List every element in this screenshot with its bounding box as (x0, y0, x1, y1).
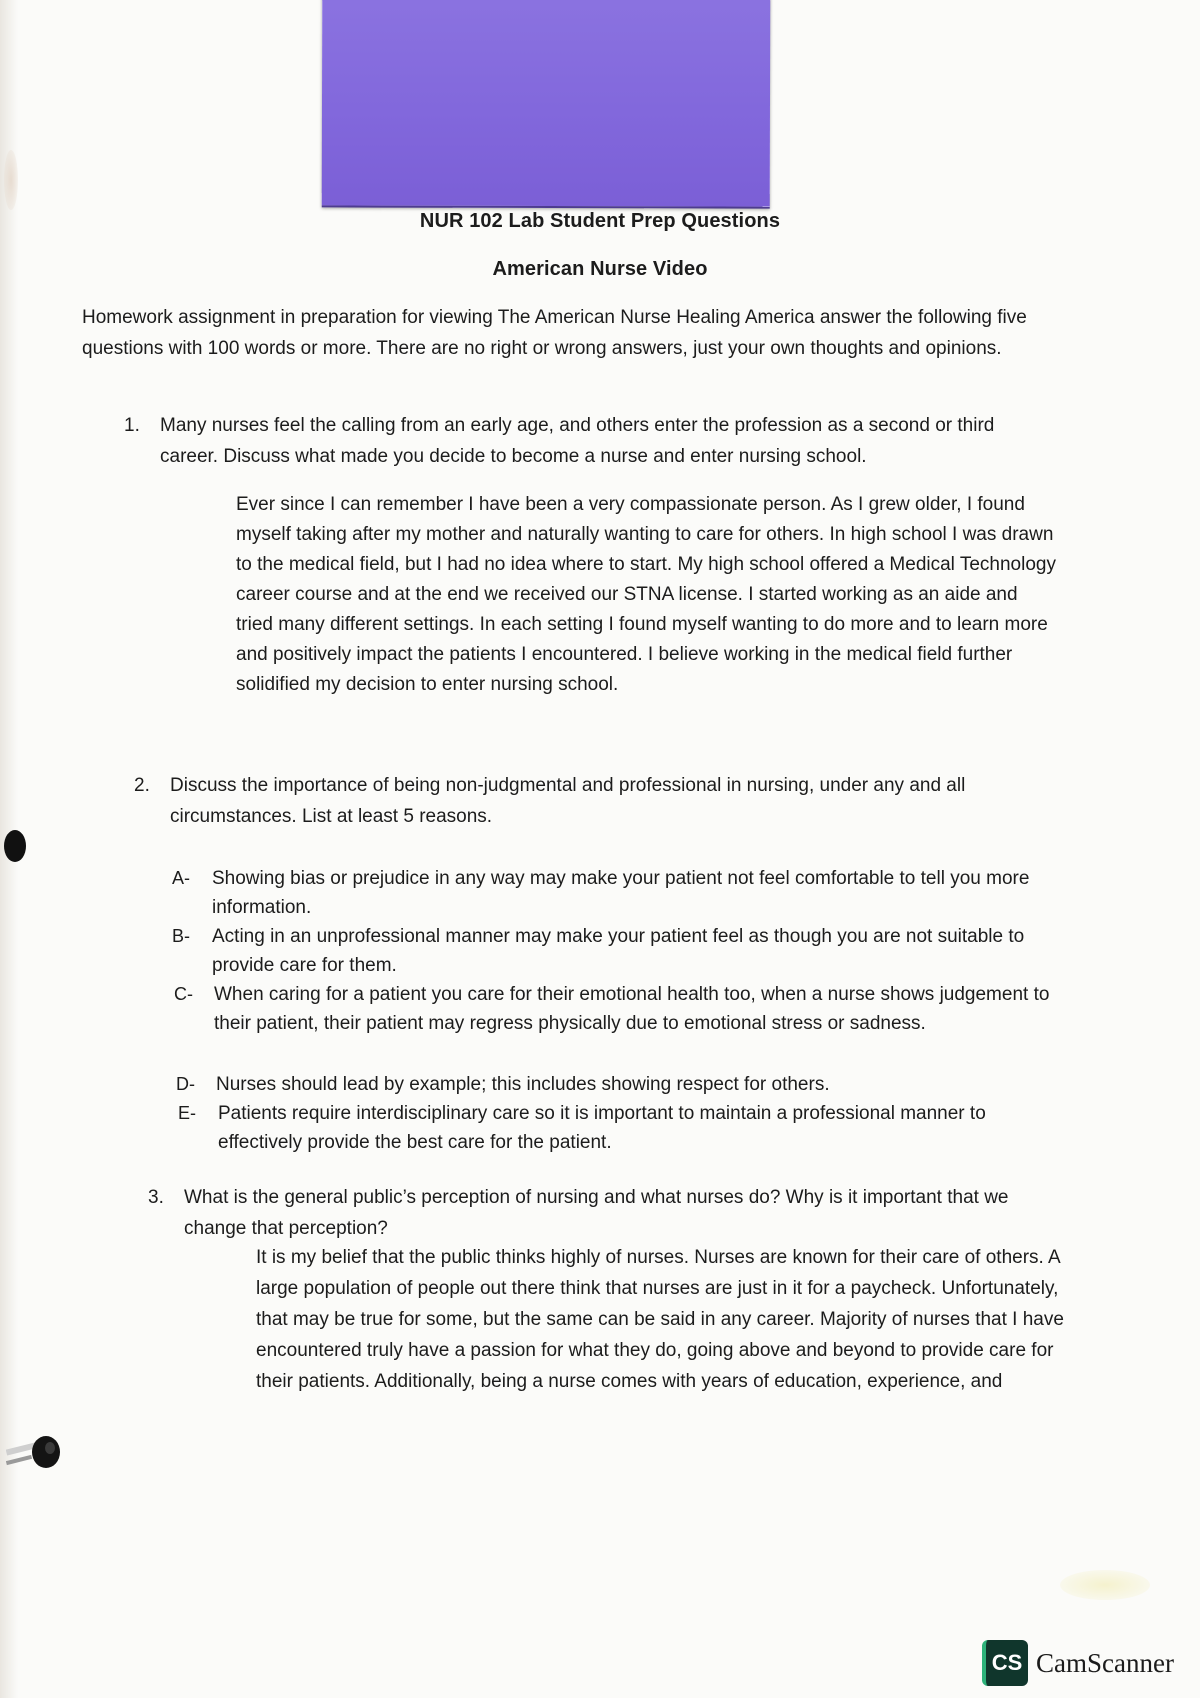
list-item-text: Showing bias or prejudice in any way may make your patient not feel comfortable to tell you more information. (212, 868, 1030, 918)
intro-paragraph: Homework assignment in preparation for viewing The American Nurse Healing America answer the following five questions with 100 words or more. There are no right or wrong answers, just your own thoughts and opinions. (82, 307, 1027, 359)
question-2 (134, 770, 1050, 832)
question-3 (148, 1182, 1064, 1244)
question-number: 3. (148, 1187, 164, 1208)
list-item-label: C- (174, 984, 193, 1004)
list-item (174, 980, 1064, 1038)
document-title: NUR 102 Lab Student Prep Questions (419, 210, 781, 232)
camscanner-logo-icon (982, 1640, 1028, 1686)
question-number: 2. (134, 775, 150, 796)
list-item-label: A- (172, 868, 190, 888)
list-item-text: Patients require interdisciplinary care so it is important to maintain a professional manner to effectively provide the best care for the patient. (218, 1103, 986, 1153)
question-text: Discuss the importance of being non-judgmental and professional in nursing, under any and all circumstances. List at least 5 reasons. (170, 775, 966, 827)
list-item (172, 864, 1072, 922)
list-item-label: B- (172, 926, 190, 946)
question-text: Many nurses feel the calling from an early age, and others enter the profession as a second or third career. Discuss what made you decide to become a nurse and enter nursing school. (160, 415, 995, 467)
camscanner-brand: CamScanner (1036, 1648, 1174, 1678)
list-item-text: Nurses should lead by example; this includes showing respect for others. (216, 1074, 830, 1095)
list-item-label: E- (178, 1103, 196, 1123)
binder-clip (6, 1430, 62, 1478)
paper-stain (1060, 1570, 1150, 1600)
answer-1: Ever since I can remember I have been a very compassionate person. As I grew older, I found myself taking after my mother and naturally wanting to care for others. In high school I was drawn to the medical field, but I had no idea where to start. My high school offered a Medical Technology career course and at the end we received our STNA license. I started working as an aide and tried many different settings. In each setting I found myself wanting to do more and to learn more and positively impact the patients I encountered. I believe working in the medical field further solidified my decision to enter nursing school. (236, 494, 1056, 695)
sticky-note (322, 0, 771, 209)
paper-stain (4, 150, 18, 210)
answer-3: It is my belief that the public thinks highly of nurses. Nurses are known for their care of others. A large population of people out there think that nurses are just in it for a paycheck. Unfortunately, that may be true for some, but the same can be said in any career. Majority of nurses that I have encountered truly have a passion for what they do, going above and beyond to provide care for their patients. Additionally, being a nurse comes with years of education, experience, and (256, 1247, 1064, 1392)
list-item (176, 1070, 1066, 1099)
list-item-text: Acting in an unprofessional manner may make your patient feel as though you are not suitable to provide care for them. (212, 926, 1025, 976)
camscanner-logo-text: CS (991, 1650, 1023, 1675)
document-subtitle: American Nurse Video (492, 258, 708, 280)
question-1 (124, 410, 1040, 472)
list-item-label: D- (176, 1074, 195, 1094)
list-item (178, 1099, 1068, 1157)
question-number: 1. (124, 415, 140, 436)
binder-hole (4, 830, 26, 862)
question-text: What is the general public’s perception of nursing and what nurses do? Why is it important that we change that perception? (184, 1187, 1009, 1239)
list-item (172, 922, 1072, 980)
list-item-text: When caring for a patient you care for their emotional health too, when a nurse shows judgement to their patient, their patient may regress physically due to emotional stress or sadness. (214, 984, 1050, 1034)
